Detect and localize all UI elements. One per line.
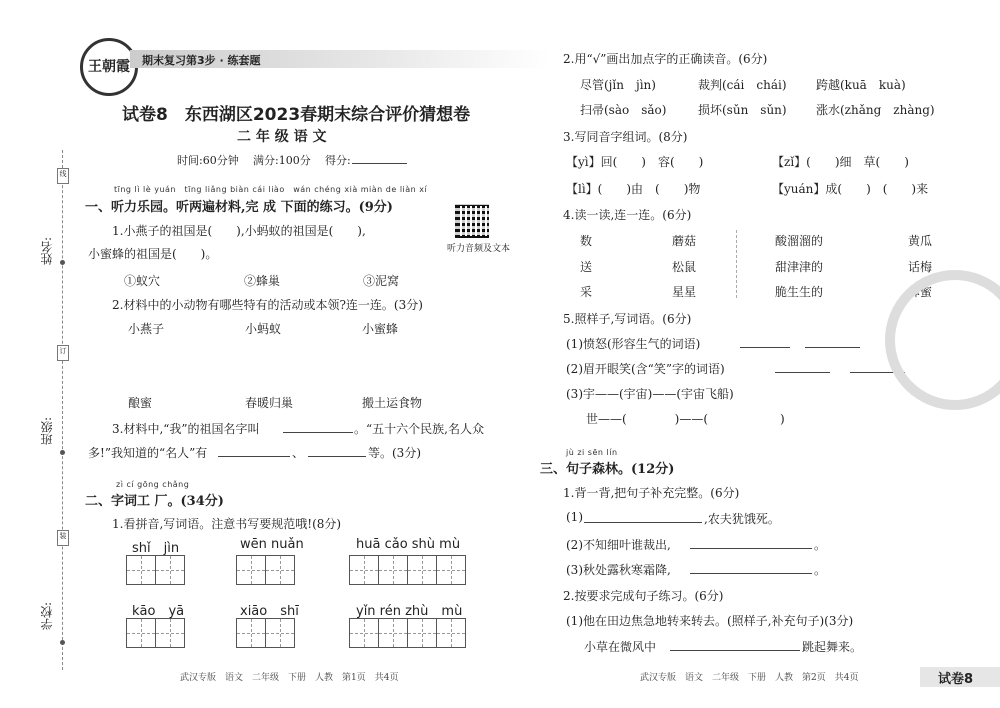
s1-option: ②蜂巢 [244, 274, 281, 288]
s1-option: ①蚁穴 [124, 274, 161, 288]
s3-q2-b2: 跳起舞来。 [802, 640, 863, 654]
reading-item: 损坏(sǔn sǔn) [698, 103, 787, 117]
match-word: 蘑菇 [672, 234, 697, 248]
word-blank[interactable] [740, 347, 790, 348]
s2-q5-c: (3)宇——(宇宙)——(宇宙飞船) [566, 387, 734, 401]
s1-q3-part2: 。“五十六个民族,名人众 [354, 422, 484, 436]
pinyin-prompt: yǐn rén zhù mù [356, 604, 463, 619]
s3-q1-b2: 。 [814, 538, 827, 552]
pinyin-prompt: kāo yā [132, 604, 185, 619]
s2-q1: 1.看拼音,写词语。注意书写要规范哦!(8分) [112, 517, 342, 531]
score-got-label: 得分: [325, 154, 351, 167]
section3-pinyin: jù zi sēn lín [566, 448, 618, 457]
s1-q3-part4: 等。(3分) [368, 446, 421, 460]
binding-hole [60, 640, 65, 645]
writing-grid[interactable] [350, 555, 466, 585]
header-tag: 期末复习第3步 · 练套题 [142, 54, 261, 67]
time-info: 时间:60分钟 [177, 154, 239, 167]
writing-grid[interactable] [237, 555, 295, 585]
s1-activity: 酿蜜 [128, 396, 153, 410]
match-word: 脆生生的 [775, 285, 824, 299]
footer-left: 武汉专版 语文 二年级 下册 人教 第1页 共4页 [180, 673, 399, 683]
watermark-seal-icon [885, 270, 1000, 410]
writing-grid[interactable] [127, 618, 185, 648]
match-word: 蜂蜜 [908, 285, 933, 299]
binding-hole [60, 450, 65, 455]
score-blank[interactable] [352, 163, 407, 164]
binding-line [62, 150, 63, 670]
match-word: 话梅 [908, 260, 933, 274]
pinyin-prompt: xiāo shī [240, 604, 299, 619]
homophone-row: 【lì】( )由 ( )物 [566, 182, 701, 196]
footer-right: 武汉专版 语文 二年级 下册 人教 第2页 共4页 [640, 673, 859, 683]
section2-title: 二、字词工 厂。(34分) [85, 494, 224, 509]
s2-q2: 2.用“√”画出加点字的正确读音。(6分) [563, 52, 768, 66]
binding-hole [60, 260, 65, 265]
writing-grid[interactable] [127, 555, 185, 585]
s3-q2-a: (1)他在田边焦急地转来转去。(照样子,补充句子)(3分) [566, 614, 854, 628]
homophone-row: 【zǐ】( )细 草( ) [772, 155, 909, 169]
s1-q1-line2: 小蜜蜂的祖国是( )。 [88, 247, 218, 261]
poem-blank[interactable] [690, 548, 812, 549]
writing-grid[interactable] [350, 618, 466, 648]
logo-text: 王朝霞 [88, 59, 130, 75]
s1-animal: 小蜜蜂 [362, 322, 399, 336]
pinyin-prompt: wēn nuǎn [240, 537, 304, 552]
s2-q4: 4.读一读,连一连。(6分) [563, 208, 692, 222]
word-blank[interactable] [775, 372, 830, 373]
reading-item: 裁判(cái chái) [698, 78, 787, 92]
s2-q5-a: (1)愤怒(形容生气的词语) [566, 337, 701, 351]
s1-activity: 搬土运食物 [362, 396, 423, 410]
s1-q3-part3: 多!”我知道的“名人”有 [88, 446, 208, 460]
subject-title: 二 年 级 语 文 [237, 129, 327, 145]
match-word: 数 [580, 234, 593, 248]
country-name-blank[interactable] [283, 432, 353, 433]
s3-q1-a: (1) [566, 510, 583, 524]
pinyin-prompt: shǐ jìn [132, 541, 180, 556]
s2-q5: 5.照样子,写词语。(6分) [563, 312, 692, 326]
word-blank[interactable] [805, 347, 860, 348]
s1-animal: 小蚂蚁 [245, 322, 282, 336]
s2-q5-d: 世——( )——( ) [586, 412, 785, 426]
section2-pinyin: zì cí gōng chǎng [116, 480, 190, 489]
s1-animal: 小燕子 [128, 322, 165, 336]
name-label: 姓名: [40, 236, 54, 265]
poem-blank[interactable] [690, 573, 812, 574]
poem-blank[interactable] [584, 522, 702, 523]
reading-item: 跨越(kuā kuà) [816, 78, 906, 92]
famous-person-blank[interactable] [218, 456, 290, 457]
s3-q1-c2: 。 [814, 563, 827, 577]
match-word: 甜津津的 [775, 260, 824, 274]
homophone-row: 【yì】回( ) 容( ) [566, 155, 704, 169]
s3-q2-b: 小草在微风中 [584, 640, 657, 654]
match-divider [736, 230, 737, 298]
binding-tag: 装 [57, 530, 69, 546]
score-info: 满分:100分 [253, 154, 311, 167]
match-word: 松鼠 [672, 260, 697, 274]
match-word: 星星 [672, 285, 697, 299]
s2-q3: 3.写同音字组词。(8分) [563, 130, 688, 144]
famous-person-blank[interactable] [308, 456, 366, 457]
pinyin-prompt: huā cǎo shù mù [356, 537, 461, 552]
s1-activity: 春暖归巢 [245, 396, 294, 410]
writing-grid[interactable] [237, 618, 295, 648]
s1-q3-part1: 3.材料中,“我”的祖国名字叫 [112, 422, 260, 436]
sentence-blank[interactable] [670, 650, 800, 651]
section1-title: 一、听力乐园。听两遍材料,完 成 下面的练习。(9分) [85, 200, 393, 215]
s1-q1-line1: 1.小燕子的祖国是( ),小蚂蚁的祖国是( ), [112, 224, 366, 238]
match-word: 酸溜溜的 [775, 234, 824, 248]
homophone-row: 【yuán】成( ) ( )来 [772, 182, 929, 196]
binding-tag: 订 [57, 345, 69, 361]
reading-item: 涨水(zhǎng zhàng) [816, 103, 935, 117]
s3-q2: 2.按要求完成句子练习。(6分) [563, 589, 724, 603]
reading-item: 尽管(jǐn jìn) [580, 78, 656, 92]
qr-caption: 听力音频及文本 [447, 244, 511, 254]
s1-option: ③泥窝 [363, 274, 400, 288]
reading-item: 扫帚(sào sǎo) [580, 103, 667, 117]
s3-q1: 1.背一背,把句子补充完整。(6分) [563, 486, 740, 500]
page-title: 试卷8 东西湖区2023春期末综合评价猜想卷 [122, 105, 471, 125]
s1-q3-sep: 、 [292, 446, 305, 460]
binding-tag: 线 [57, 168, 69, 184]
class-label: 班级: [40, 416, 54, 445]
s1-q2: 2.材料中的小动物有哪些特有的活动或本领?连一连。(3分) [112, 298, 423, 312]
s3-q1-a2: ,农夫犹饿死。 [704, 512, 780, 526]
s3-q1-c: (3)秋处露秋寒霜降, [566, 563, 671, 577]
s2-q5-b: (2)眉开眼笑(含“笑”字的词语) [566, 362, 725, 376]
match-word: 黄瓜 [908, 234, 933, 248]
s3-q1-b: (2)不知细叶谁裁出, [566, 538, 671, 552]
match-word: 送 [580, 260, 593, 274]
section3-title: 三、句子森林。(12分) [540, 462, 675, 477]
school-label: 学校: [40, 601, 54, 630]
match-word: 采 [580, 285, 593, 299]
qr-code-pattern [455, 204, 489, 238]
paper-badge: 试卷8 [938, 672, 974, 687]
section1-pinyin: tīng lì lè yuán tīng liǎng biàn cái liào wán chéng xià miàn de liàn xí [114, 185, 428, 194]
